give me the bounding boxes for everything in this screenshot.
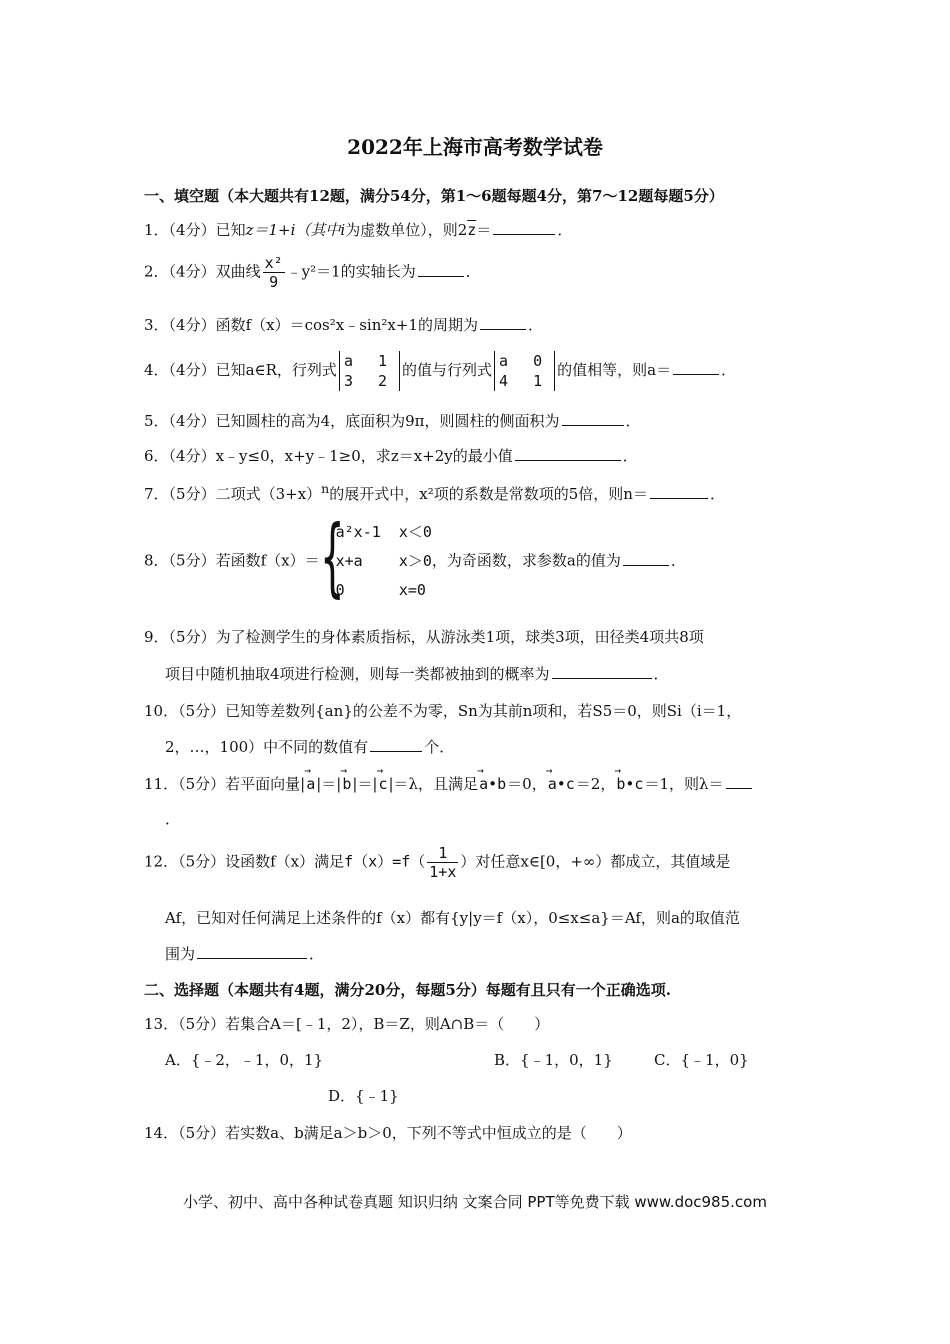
answer-blank[interactable]	[418, 262, 464, 277]
answer-blank[interactable]	[562, 411, 624, 426]
piecewise-function: { a²x-1 x＜0 x+a x＞0 0 x=0	[319, 507, 432, 607]
question-5: 5．（4分）已知圆柱的高为4，底面积为9π，则圆柱的侧面积为 ．	[144, 412, 641, 430]
question-12-line-3: 围为 ．	[165, 945, 325, 963]
answer-blank[interactable]	[370, 737, 422, 752]
question-10-line-2: 2，…，100）中不同的数值有 个．	[165, 738, 455, 756]
question-2: 2．（4分）双曲线 $\frac{\text{x²}}{9}$ ﹣y²＝1的实轴长为 ．	[144, 254, 481, 291]
answer-blank[interactable]	[650, 484, 708, 499]
question-11-end: ．	[165, 810, 181, 828]
question-1: 1．（4分）已知z＝1+i（其中i为虚数单位），则$2\overline{z}=$ ．	[144, 221, 573, 239]
question-9-line-1: 9．（5分）为了检测学生的身体素质指标，从游泳类1项，球类3项，田径类4项共8项	[144, 628, 704, 646]
answer-blank[interactable]	[515, 446, 621, 461]
option-a[interactable]: A．{﹣2，﹣1，0，1}	[165, 1051, 324, 1069]
question-8: 8．（5分）若函数f（x）＝ { a²x-1 x＜0 x+a x＞0 0 x=0 ，为奇函数，求参数a的值为 ．	[144, 507, 686, 607]
option-c[interactable]: C．{﹣1，0}	[654, 1051, 749, 1069]
fraction: $\frac{\text{x²}}{9}$	[264, 254, 283, 291]
page-title: 2022年上海市高考数学试卷	[347, 135, 603, 159]
answer-blank[interactable]	[552, 664, 652, 679]
answer-blank[interactable]	[493, 220, 555, 235]
answer-blank[interactable]	[673, 360, 719, 375]
question-12-line-1: 12．（5分）设函数f（x）满足f（x）=f（ $\frac{1}{1+x}$ ）对任意x∈[0，+∞）都成立，其值域是	[144, 844, 731, 881]
determinant-2: a 0 4 1	[494, 351, 555, 391]
answer-blank[interactable]	[726, 774, 752, 789]
answer-blank[interactable]	[623, 551, 669, 566]
question-13-stem: 13．（5分）若集合A＝[﹣1，2），B＝Z，则A∩B＝（ ）	[144, 1015, 550, 1033]
question-4: 4．（4分）已知a∈R，行列式 a 1 3 2 的值与行列式 a 0 4 1 的值相等，则a＝ ．	[144, 352, 737, 390]
section-2-heading: 二、选择题（本题共有4题，满分20分，每题5分）每题有且只有一个正确选项.	[144, 981, 671, 999]
question-12-line-2: Af，已知对任何满足上述条件的f（x）都有{y|y＝f（x），0≤x≤a}＝Af，则a的取值范	[165, 909, 740, 927]
question-7: 7．（5分）二项式$(3+x)^n$的展开式中，x²项的系数是常数项的5倍，则n＝ ．	[144, 481, 725, 503]
question-10-line-1: 10．（5分）已知等差数列{an}的公差不为零，Sn为其前n项和，若S5＝0，则Si（i＝1，	[144, 702, 742, 720]
option-b[interactable]: B．{﹣1，0，1}	[494, 1051, 613, 1069]
section-1-heading: 一、填空题（本大题共有12题，满分54分，第1～6题每题4分，第7～12题每题5分）	[144, 187, 724, 205]
fraction: $\frac{1}{1+x}$	[429, 844, 457, 881]
question-9-line-2: 项目中随机抽取4项进行检测，则每一类都被抽到的概率为 ．	[165, 665, 669, 683]
option-d[interactable]: D．{﹣1}	[328, 1087, 399, 1105]
question-14-stem: 14．（5分）若实数a、b满足a＞b＞0，下列不等式中恒成立的是（ ）	[144, 1124, 632, 1142]
question-3: 3．（4分）函数f（x）＝cos²x﹣sin²x+1的周期为 ．	[144, 316, 543, 334]
footer: 小学、初中、高中各种试卷真题 知识归纳 文案合同 PPT等免费下载 www.doc985.com	[183, 1193, 767, 1211]
answer-blank[interactable]	[480, 315, 526, 330]
brace-icon: {	[319, 507, 345, 607]
determinant-1: a 1 3 2	[339, 351, 400, 391]
answer-blank[interactable]	[197, 944, 307, 959]
question-6: 6．（4分）x﹣y≤0，x+y﹣1≥0，求z＝x+2y的最小值 ．	[144, 447, 638, 465]
question-11: 11．（5分）若平面向量|→ a|＝|→ b|＝|→ c|＝λ，且满足→ a•b＝0，→ a•c＝2，→ b•c＝1，则λ＝	[144, 773, 754, 794]
